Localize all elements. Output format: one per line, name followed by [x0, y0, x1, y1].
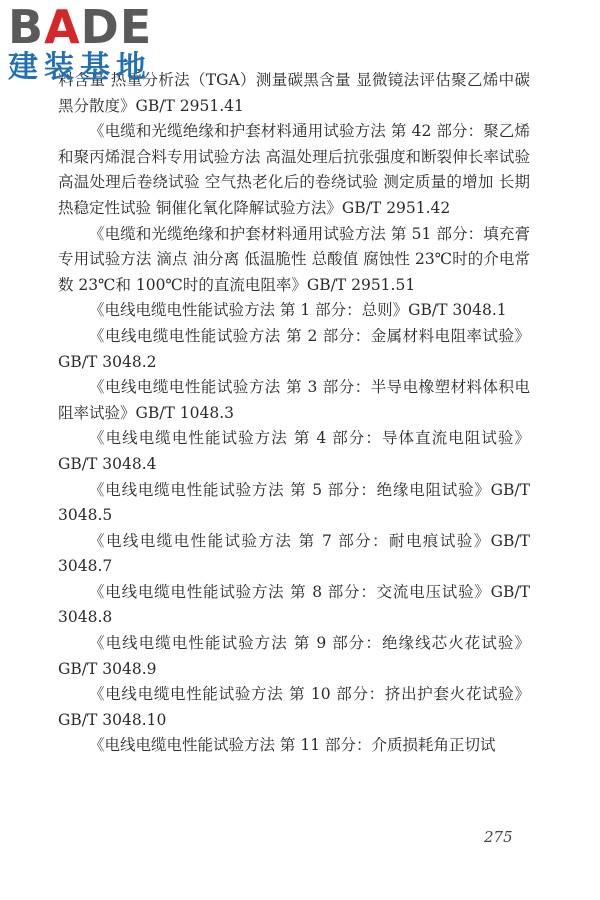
standard-entry-gb-t-3048-10: 《电线电缆电性能试验方法 第 10 部分：挤出护套火花试验》GB/T 3048.10	[58, 685, 530, 729]
logo-subtitle: 建装基地	[8, 50, 152, 85]
standard-entry-gb-t-3048-1: 《电线电缆电性能试验方法 第 1 部分：总则》GB/T 3048.1	[89, 301, 507, 320]
paragraph-continuation: 料含量 热重分析法（TGA）测量碳黑含量 显微镜法评估聚乙烯中碳黑分散度》GB/T 2951.41	[58, 71, 530, 115]
standard-entry-gb-t-3048-2: 《电线电缆电性能试验方法 第 2 部分：金属材料电阻率试验》GB/T 3048.2	[58, 326, 530, 371]
standard-entry-gb-t-3048-11: 《电线电缆电性能试验方法 第 11 部分：介质损耗角正切试	[89, 736, 496, 755]
standard-entry-gb-t-3048-7: 《电线电缆电性能试验方法 第 7 部分：耐电痕试验》GB/T 3048.7	[58, 531, 530, 576]
document-body	[58, 68, 530, 759]
standard-entry-gb-t-3048-8: 《电线电缆电性能试验方法 第 8 部分：交流电压试验》GB/T 3048.8	[58, 582, 530, 627]
standard-entry-gb-t-2951-42: 《电缆和光缆绝缘和护套材料通用试验方法 第 42 部分：聚乙烯和聚丙烯混合料专用试验方法 高温处理后抗张强度和断裂伸长率试验 高温处理后卷绕试验 空气热老化后的卷绕试验 测定质量的增加 长期热稳定性试验 铜催化氧化降解试验方法》GB/T 2951.42	[58, 122, 530, 217]
bade-logo	[8, 0, 178, 85]
standard-entry-gb-t-3048-5: 《电线电缆电性能试验方法 第 5 部分：绝缘电阻试验》GB/T 3048.5	[58, 480, 530, 525]
page-number: 275	[484, 828, 513, 846]
standard-entry-gb-t-3048-9: 《电线电缆电性能试验方法 第 9 部分：绝缘线芯火花试验》GB/T 3048.9	[58, 634, 530, 678]
logo-letter-b: B	[8, 0, 45, 54]
standard-entry-gb-t-1048-3: 《电线电缆电性能试验方法 第 3 部分：半导电橡塑材料体积电阻率试验》GB/T 1048.3	[58, 378, 530, 422]
standard-entry-gb-t-3048-4: 《电线电缆电性能试验方法 第 4 部分：导体直流电阻试验》GB/T 3048.4	[58, 429, 530, 473]
standard-entry-gb-t-2951-51: 《电缆和光缆绝缘和护套材料通用试验方法 第 51 部分：填充膏专用试验方法 滴点 油分离 低温脆性 总酸值 腐蚀性 23℃时的介电常数 23℃和 100℃时的直流电阻率》GB/T 2951.51	[58, 224, 530, 294]
logo-letters-de: DE	[80, 0, 153, 54]
logo-letter-a: A	[44, 0, 81, 54]
logo-wordmark	[8, 0, 178, 54]
